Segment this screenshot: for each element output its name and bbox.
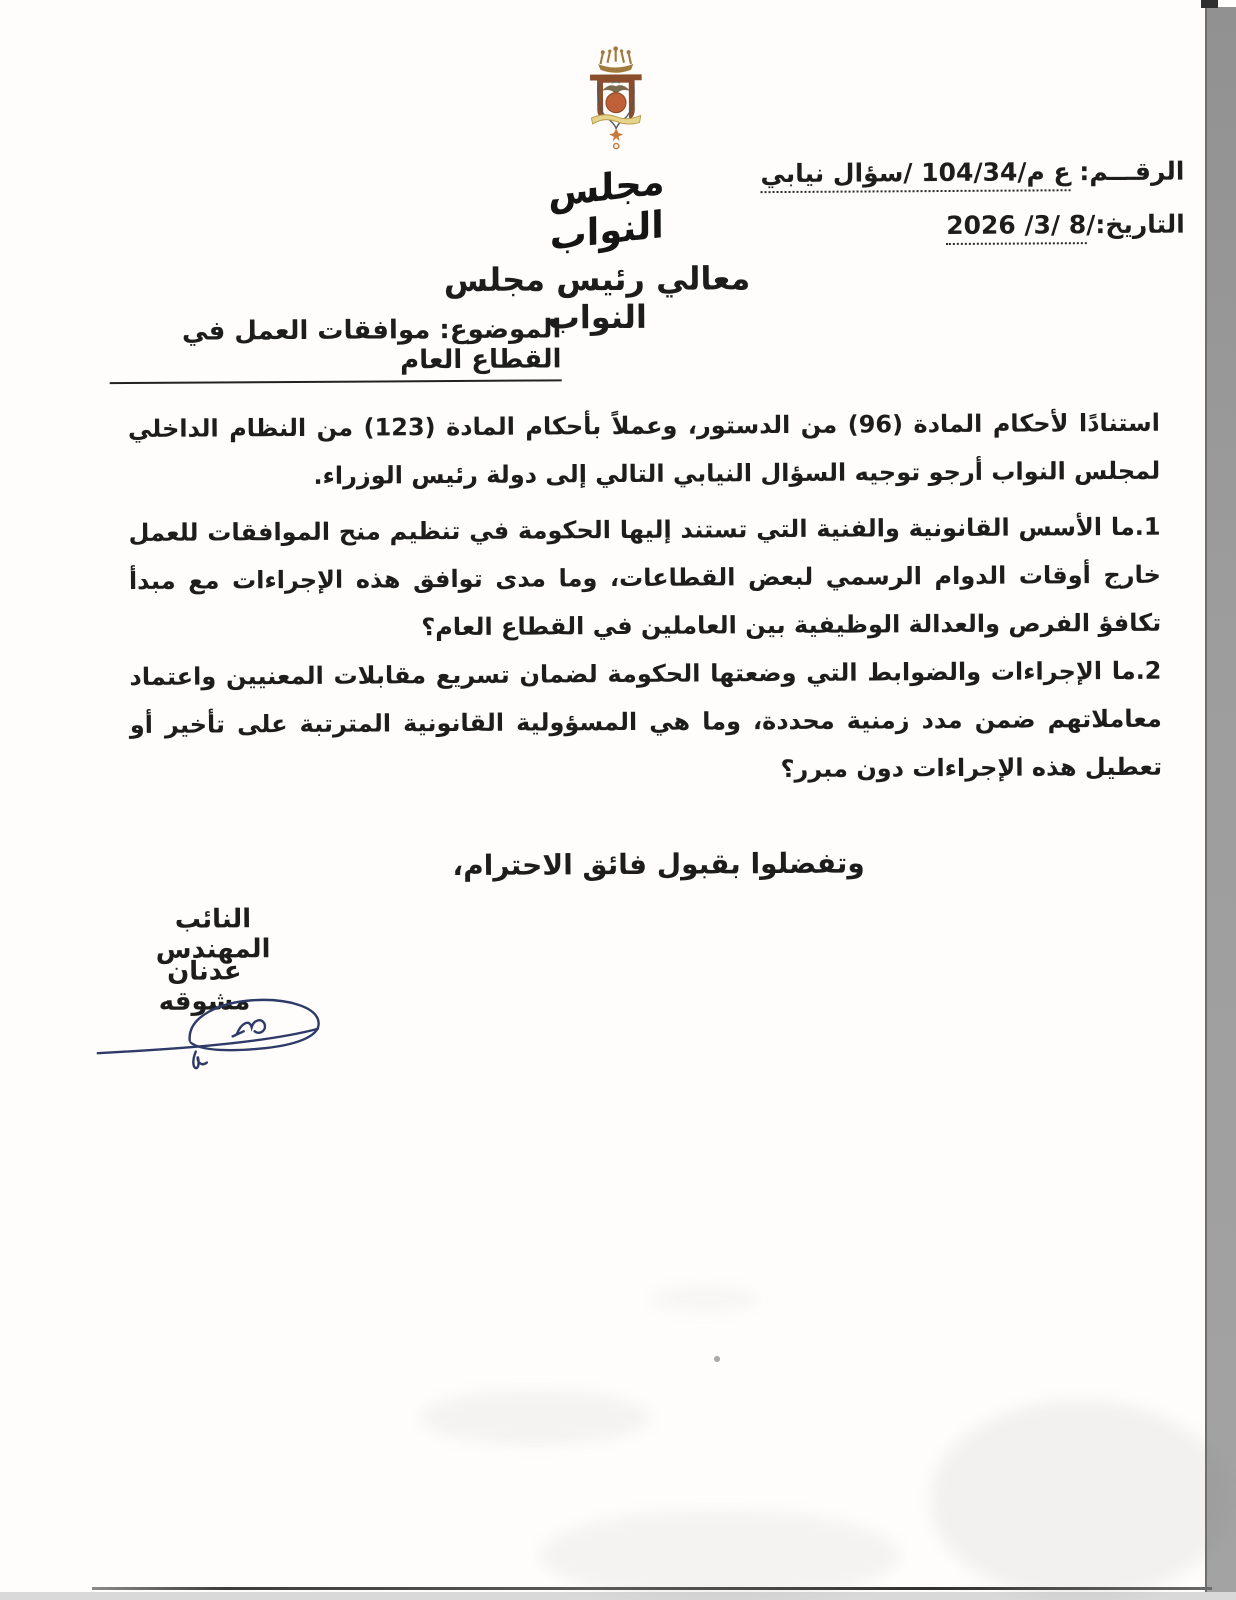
reference-value: ع م/104/34 /سؤال نيابي [760, 157, 1070, 193]
reference-number-line [760, 157, 1184, 189]
closing-salutation: وتفضلوا بقبول فائق الاحترام، [452, 846, 865, 883]
jordan-coat-of-arms-icon [536, 44, 697, 170]
intro-paragraph: استنادًا لأحكام المادة (96) من الدستور، وعملاً بأحكام المادة (123) من النظام الداخلي لمجلس النواب أرجو توجيه السؤال النيابي التالي إلى دولة رئيس الوزراء. [127, 408, 1161, 490]
signer-title: النائب المهندس [155, 904, 271, 965]
signer-name: عدنان مشوقه [158, 956, 251, 1017]
reference-label: الرقـــم: [1079, 156, 1185, 187]
date-line [946, 210, 1185, 240]
handwritten-signature [89, 994, 334, 1083]
date-value: 8 /3/ 2026 [946, 210, 1086, 245]
question-2: 2.ما الإجراءات والضوابط التي وضعتها الحكومة لضمان تسريع مقابلات المعنيين واعتماد معاملاتهم ضمن مدد زمنية محددة، وما هي المسؤولية القانونية المترتبة على تأخير أو تعطيل هذه الإجراءات دون مبرر؟ [129, 656, 1163, 784]
date-label: التاريخ:/ [1086, 209, 1185, 240]
subject-line: الموضوع: موافقات العمل في القطاع العام [109, 314, 561, 384]
recipient-title: معالي رئيس مجلس النواب [443, 259, 751, 337]
emblem-calligraphy-title: مجلس النواب [548, 159, 665, 259]
question-1: 1.ما الأسس القانونية والفنية التي تستند إليها الحكومة في تنظيم منح الموافقات للعمل خارج أوقات الدوام الرسمي لبعض القطاعات، وما مدى توافق هذه الإجراءات مع مبدأ تكافؤ الفرص والعدالة الوظيفية بين العاملين في القطاع العام؟ [128, 512, 1162, 642]
